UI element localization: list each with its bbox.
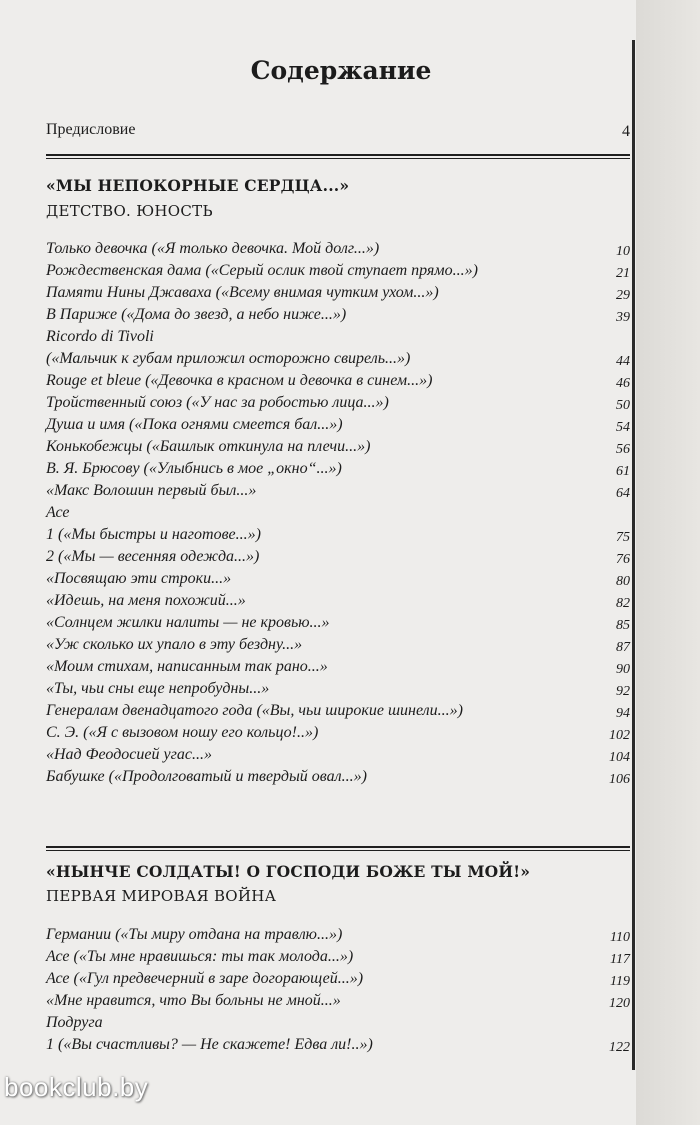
toc-entry <box>46 524 630 546</box>
toc-entry-page: 94 <box>616 706 630 721</box>
toc-entry-title: Генералам двенадцатого года («Вы, чьи широкие шинели...») <box>46 702 463 719</box>
toc-entry <box>46 968 630 990</box>
toc-entry-page: 119 <box>610 974 630 989</box>
toc-entry-page: 29 <box>616 288 630 303</box>
toc-entry-title: «Мне нравится, что Вы больны не мной...» <box>46 992 341 1009</box>
toc-entry-page: 46 <box>616 376 630 391</box>
toc-entry <box>46 946 630 968</box>
toc-entry <box>46 502 630 524</box>
toc-entry <box>46 326 630 348</box>
toc-entry <box>46 744 630 766</box>
toc-entry-page: 61 <box>616 464 630 479</box>
toc-entry-page: 80 <box>616 574 630 589</box>
toc-entry <box>46 546 630 568</box>
toc-entry <box>46 238 630 260</box>
preface-label: Предисловие <box>46 121 136 138</box>
toc-entry <box>46 634 630 656</box>
toc-entry-title: Подруга <box>46 1014 103 1031</box>
toc-entry-page: 39 <box>616 310 630 325</box>
toc-entry-title: С. Э. («Я с вызовом ношу его кольцо!..») <box>46 724 319 741</box>
section-subtitle: ДЕТСТВО. ЮНОСТЬ <box>46 202 213 220</box>
toc-entry <box>46 1034 630 1056</box>
page-edge <box>632 40 635 1070</box>
section-divider-thin <box>46 850 630 851</box>
toc-entry-page: 90 <box>616 662 630 677</box>
toc-entry-title: Только девочка («Я только девочка. Мой долг...») <box>46 240 380 257</box>
toc-entry <box>46 700 630 722</box>
toc-entry-page: 76 <box>616 552 630 567</box>
section-divider-thin <box>46 158 630 159</box>
toc-entry-page: 44 <box>616 354 630 369</box>
toc-list-2 <box>46 924 630 1056</box>
section-divider <box>46 154 630 156</box>
section-title: «МЫ НЕПОКОРНЫЕ СЕРДЦА...» <box>46 176 350 195</box>
toc-entry <box>46 590 630 612</box>
preface-entry <box>46 121 630 139</box>
toc-entry-page: 85 <box>616 618 630 633</box>
toc-entry-title: Бабушке («Продолговатый и твердый овал...») <box>46 768 367 785</box>
toc-list-1 <box>46 238 630 788</box>
toc-entry-title: Асе («Ты мне нравишься: ты так молода...») <box>46 948 354 965</box>
toc-entry <box>46 370 630 392</box>
toc-entry-page: 54 <box>616 420 630 435</box>
toc-entry-page: 110 <box>610 930 630 945</box>
toc-entry-title: «Макс Волошин первый был...» <box>46 482 257 499</box>
toc-entry-page: 122 <box>609 1040 630 1055</box>
toc-entry <box>46 260 630 282</box>
toc-entry-title: («Мальчик к губам приложил осторожно свирель...») <box>46 350 411 367</box>
toc-entry <box>46 656 630 678</box>
toc-entry-title: Асе <box>46 504 70 521</box>
toc-entry <box>46 1012 630 1034</box>
toc-entry-title: Душа и имя («Пока огнями смеется бал...») <box>46 416 343 433</box>
section-divider <box>46 846 630 848</box>
toc-entry <box>46 990 630 1012</box>
toc-entry-page: 82 <box>616 596 630 611</box>
toc-entry-title: В. Я. Брюсову («Улыбнись в мое „окно“...») <box>46 460 342 477</box>
toc-entry-title: Rouge et bleue («Девочка в красном и девочка в синем...») <box>46 372 433 389</box>
toc-entry-title: «Посвящаю эти строки...» <box>46 570 232 587</box>
toc-entry <box>46 612 630 634</box>
toc-entry <box>46 414 630 436</box>
toc-entry-page: 75 <box>616 530 630 545</box>
watermark: bookclub.by <box>4 1072 149 1102</box>
toc-entry <box>46 678 630 700</box>
toc-entry-title: «Моим стихам, написанным так рано...» <box>46 658 328 675</box>
toc-entry <box>46 392 630 414</box>
toc-entry <box>46 348 630 370</box>
toc-entry-page: 10 <box>616 244 630 259</box>
toc-entry-title: Конькобежцы («Башлык откинула на плечи...») <box>46 438 371 455</box>
toc-entry-page: 92 <box>616 684 630 699</box>
toc-entry-page: 102 <box>609 728 630 743</box>
toc-entry-title: 1 («Мы быстры и наготове...») <box>46 526 261 543</box>
toc-entry-page: 120 <box>609 996 630 1011</box>
page-title: Содержание <box>250 56 432 85</box>
toc-entry <box>46 304 630 326</box>
toc-entry-title: Памяти Нины Джаваха («Всему внимая чутким ухом...») <box>46 284 439 301</box>
adjacent-page-bleed <box>636 0 700 1125</box>
toc-entry-page: 106 <box>609 772 630 787</box>
toc-entry-title: Ricordo di Tivoli <box>46 328 154 345</box>
toc-entry-title: Асе («Гул предвечерний в заре догорающей...») <box>46 970 364 987</box>
toc-entry-title: «Идешь, на меня похожий...» <box>46 592 246 609</box>
toc-entry <box>46 458 630 480</box>
toc-entry-title: «Над Феодосией угас...» <box>46 746 212 763</box>
toc-entry-page: 104 <box>609 750 630 765</box>
toc-entry <box>46 436 630 458</box>
toc-entry-page: 56 <box>616 442 630 457</box>
toc-entry-title: «Уж сколько их упало в эту бездну...» <box>46 636 303 653</box>
toc-entry-title: 1 («Вы счастливы? — Не скажете! Едва ли!..») <box>46 1036 373 1053</box>
toc-entry-page: 87 <box>616 640 630 655</box>
toc-entry-page: 117 <box>610 952 630 967</box>
toc-entry <box>46 282 630 304</box>
section-title: «НЫНЧЕ СОЛДАТЫ! О ГОСПОДИ БОЖЕ ТЫ МОЙ!» <box>46 862 531 881</box>
toc-entry-title: «Солнцем жилки налиты — не кровью...» <box>46 614 330 631</box>
toc-entry-title: Рождественская дама («Серый ослик твой ступает прямо...») <box>46 262 478 279</box>
toc-entry-page: 21 <box>616 266 630 281</box>
toc-entry <box>46 480 630 502</box>
toc-entry-title: В Париже («Дома до звезд, а небо ниже...») <box>46 306 347 323</box>
toc-entry-page: 64 <box>616 486 630 501</box>
toc-entry <box>46 924 630 946</box>
toc-entry <box>46 568 630 590</box>
toc-entry-title: 2 («Мы — весенняя одежда...») <box>46 548 260 565</box>
toc-entry <box>46 722 630 744</box>
toc-entry-title: Германии («Ты миру отдана на травлю...») <box>46 926 343 943</box>
preface-page: 4 <box>622 123 630 140</box>
toc-entry <box>46 766 630 788</box>
toc-entry-title: Тройственный союз («У нас за робостью лица...») <box>46 394 389 411</box>
toc-entry-title: «Ты, чьи сны еще непробудны...» <box>46 680 270 697</box>
toc-entry-page: 50 <box>616 398 630 413</box>
section-subtitle: ПЕРВАЯ МИРОВАЯ ВОЙНА <box>46 887 277 905</box>
